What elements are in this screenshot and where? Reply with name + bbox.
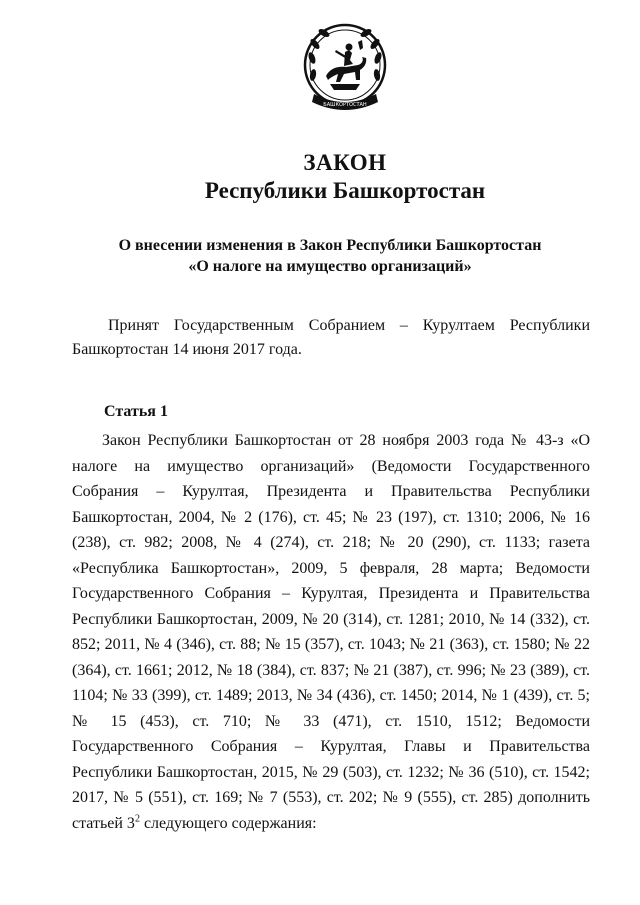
emblem-graphic — [300, 20, 390, 116]
coat-of-arms-emblem — [300, 20, 390, 116]
law-title: ЗАКОН — [303, 150, 387, 175]
article-superscript: 2 — [134, 813, 140, 825]
article-body — [72, 428, 590, 836]
article-heading: Статья 1 — [104, 403, 168, 420]
article-text-end: следующего содержания: — [139, 814, 317, 832]
law-subtitle-line2: «О налоге на имущество организаций» — [188, 258, 472, 275]
emblem-ribbon-text: БАШКОРТОСТАН — [323, 102, 367, 108]
law-subtitle-line1: О внесении изменения в Закон Республики Башкортостан — [118, 237, 542, 254]
adoption-statement: Принят Государственным Собранием – Курултаем Республики Башкортостан 14 июня 2017 года. — [72, 317, 590, 358]
law-republic: Республики Башкортостан — [204, 178, 486, 203]
article-text: Закон Республики Башкортостан от 28 ноября 2003 года № 43-з «О налоге на имущество организаций» (Ведомости Государственного Собрания – Курултая, Президента и Правительства Республики Башкортостан, 2004, № 2 (176), ст. 45; № 23 (197), ст. 1310; 2006, № 16 (238), ст. 982; 2008, № 4 (274), ст. 218; № 20 (290), ст. 1133; газета «Республика Башкортостан», 2009, 5 февраля, 28 марта; Ведомости Государственного Собрания – Курултая, Президента и Правительства Республики Башкортостан, 2009, № 20 (314), ст. 1281; 2010, № 14 (332), ст. 852; 2011, № 4 (346), ст. 88; № 15 (357), ст. 1043; № 21 (363), ст. 1580; № 22 (364), ст. 1661; 2012, № 18 (384), ст. 837; № 21 (387), ст. 996; № 23 (389), ст. 1104; № 33 (399), ст. 1489; 2013, № 34 (436), ст. 1450; 2014, № 1 (439), ст. 5; № 15 (453), ст. 710; № 33 (471), ст. 1510, 1512; Ведомости Государственного Собрания – Курултая, Главы и Правительства Республики Башкортостан, 2015, № 29 (503), ст. 1232; № 36 (510), ст. 1542; 2017, № 5 (551), ст. 169; № 7 (553), ст. 202; № 9 (555), ст. 285) дополнить статьей 3 — [72, 432, 590, 832]
